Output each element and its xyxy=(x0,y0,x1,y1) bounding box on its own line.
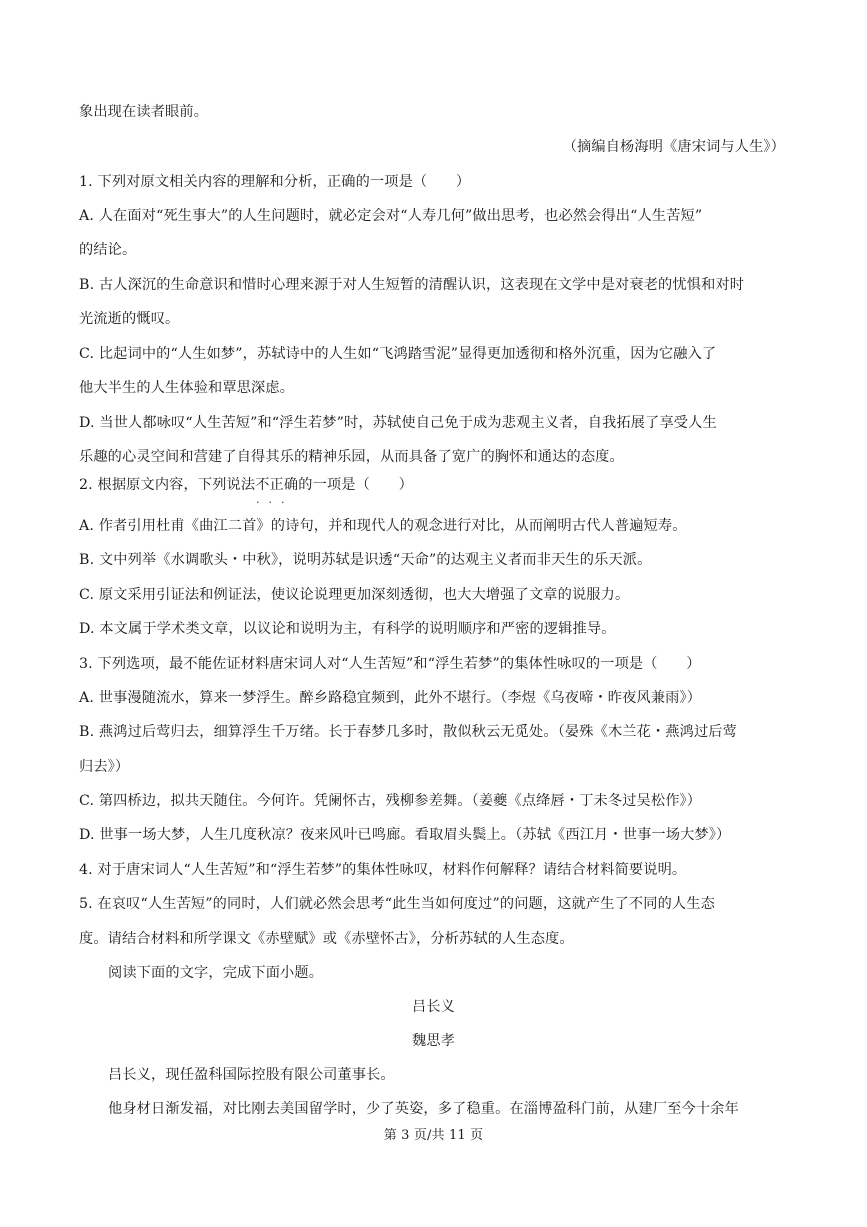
emphasis-text: 不正确 • • • xyxy=(255,477,298,493)
option-1c-cont: 他大半生的人生体验和覃思深虑。 xyxy=(79,380,295,396)
article-title: 吕长义 xyxy=(411,999,455,1015)
option-3a: A. 世事漫随流水，算来一梦浮生。醉乡路稳宜频到，此外不堪行。（李煜《乌夜啼・昨夜风兼雨》） xyxy=(79,690,702,706)
option-2a: A. 作者引用杜甫《曲江二首》的诗句，并和现代人的观念进行对比，从而阐明古代人普遍短寿。 xyxy=(79,518,687,534)
option-2b: B. 文中列举《水调歌头・中秋》，说明苏轼是识透“天命”的达观主义者而非天生的乐天派。 xyxy=(79,552,652,568)
option-1a: A. 人在面对“死生事大”的人生问题时，就必定会对“人寿几何”做出思考，也必然会得出“人生苦短” xyxy=(79,208,703,224)
article-author: 魏思孝 xyxy=(411,1033,455,1049)
reading-instruction: 阅读下面的文字，完成下面小题。 xyxy=(108,965,324,981)
page-footer: 第 3 页/共 11 页 xyxy=(383,1128,484,1143)
option-1d: D. 当世人都咏叹“人生苦短”和“浮生若梦”时，苏轼使自己免于成为悲观主义者，自我拓展了享受人生 xyxy=(79,415,717,431)
question-2-text: 2. 根据原文内容，下列说法 xyxy=(79,477,256,493)
option-3d: D. 世事一场大梦，人生几度秋凉？夜来风叶已鸣廊。看取眉头鬓上。（苏轼《西江月・世事一场大梦》） xyxy=(79,827,731,843)
source-citation: （摘编自杨海明《唐宋词与人生》） xyxy=(562,139,785,155)
question-1: 1. 下列对原文相关内容的理解和分析，正确的一项是（ ） xyxy=(79,174,471,190)
option-1b: B. 古人深沉的生命意识和惜时心理来源于对人生短暂的清醒认识，这表现在文学中是对衰老的忧惧和对时 xyxy=(79,277,745,293)
option-1b-cont: 光流逝的慨叹。 xyxy=(79,311,180,327)
article-paragraph: 他身材日渐发福，对比刚去美国留学时，少了英姿，多了稳重。在淄博盈科门前，从建厂至今十余年 xyxy=(108,1101,739,1117)
question-5-cont: 度。请结合材料和所学课文《赤壁赋》或《赤壁怀古》，分析苏轼的人生态度。 xyxy=(79,931,574,947)
option-1a-cont: 的结论。 xyxy=(79,242,137,258)
question-3: 3. 下列选项，最不能佐证材料唐宋词人对“人生苦短”和“浮生若梦”的集体性咏叹的一项是（ ） xyxy=(79,656,701,672)
option-3b: B. 燕鸿过后莺归去，细算浮生千万绪。长于春梦几多时，散似秋云无觅处。（晏殊《木兰花・燕鸿过后莺 xyxy=(79,724,737,740)
option-2d: D. 本文属于学术类文章，以议论和说明为主，有科学的说明顺序和严密的逻辑推导。 xyxy=(79,621,616,637)
text-line: 象出现在读者眼前。 xyxy=(79,104,209,120)
article-paragraph: 吕长义，现任盈科国际控股有限公司董事长。 xyxy=(108,1067,395,1083)
option-3c: C. 第四桥边，拟共天随住。今何许。凭阑怀古，残柳参差舞。（姜夔《点绛唇・丁未冬过吴松作》） xyxy=(79,793,702,809)
option-2c: C. 原文采用引证法和例证法，使议论说理更加深刻透彻，也大大增强了文章的说服力。 xyxy=(79,587,630,603)
question-2 xyxy=(79,474,791,496)
option-1c: C. 比起词中的“人生如梦”，苏轼诗中的人生如“飞鸿踏雪泥”显得更加透彻和格外沉重，因为它融入了 xyxy=(79,346,717,362)
question-4: 4. 对于唐宋词人“人生苦短”和“浮生若梦”的集体性咏叹，材料作何解释？请结合材料简要说明。 xyxy=(79,862,687,878)
option-3b-cont: 归去》） xyxy=(79,759,130,775)
question-2-text-end: 的一项是（ ） xyxy=(298,477,413,493)
question-5: 5. 在哀叹“人生苦短”的同时，人们就必然会思考“此生当如何度过”的问题，这就产生了不同的人生态 xyxy=(79,896,715,912)
option-1d-cont: 乐趣的心灵空间和营建了自得其乐的精神乐园，从而具备了宽广的胸怀和通达的态度。 xyxy=(79,449,624,465)
